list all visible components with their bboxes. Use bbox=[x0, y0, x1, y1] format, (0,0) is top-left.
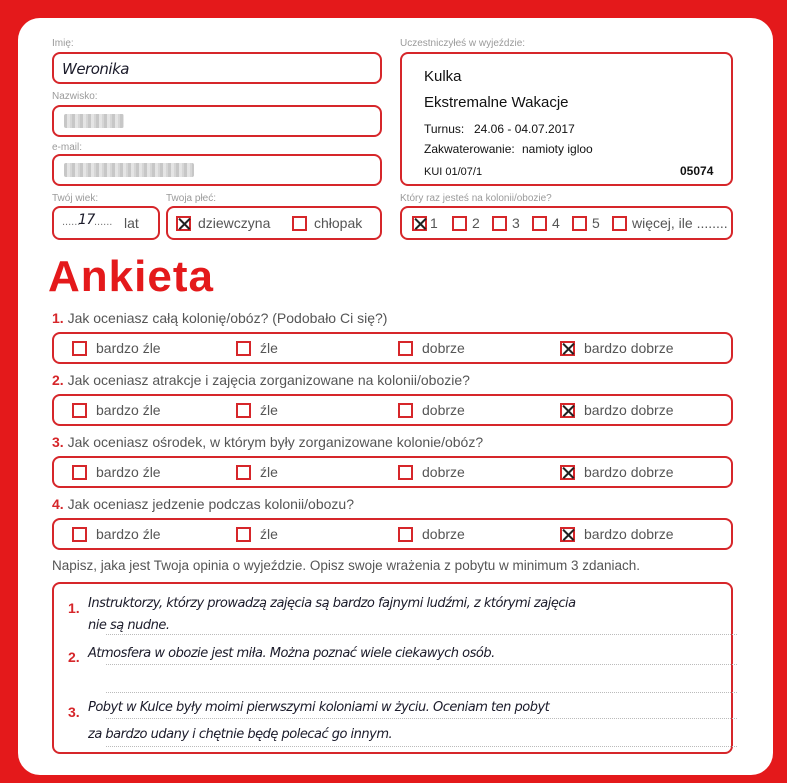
survey-sheet bbox=[18, 18, 773, 775]
ktory-raz-1-label: 1 bbox=[430, 215, 438, 231]
question-2-number: 2. bbox=[52, 372, 64, 388]
ktory-raz-4-checkbox[interactable] bbox=[532, 216, 547, 231]
email-label: e-mail: bbox=[52, 142, 83, 153]
opinion-rule bbox=[106, 634, 737, 635]
question-4-number: 4. bbox=[52, 496, 64, 512]
q4-zle-label: źle bbox=[260, 526, 278, 542]
opinion-line-3: Pobyt w Kulce były moimi pierwszymi koloniami w życiu. Oceniam ten pobyt bbox=[88, 700, 550, 715]
opinion-line-1b: nie są nudne. bbox=[88, 618, 170, 633]
trip-code: KUI 01/07/1 bbox=[424, 166, 483, 178]
plec-label: Twoja płeć: bbox=[166, 193, 217, 204]
wiek-value: 17 bbox=[78, 212, 95, 228]
ktory-raz-3-checkbox[interactable] bbox=[492, 216, 507, 231]
q2-zle-checkbox[interactable] bbox=[236, 403, 251, 418]
question-2-options bbox=[52, 394, 733, 426]
plec-chlopak-checkbox[interactable] bbox=[292, 216, 307, 231]
question-3-text: Jak oceniasz ośrodek, w którym były zorganizowane kolonie/obóz? bbox=[67, 434, 484, 450]
question-3-number: 3. bbox=[52, 434, 64, 450]
trip-number: 05074 bbox=[680, 164, 714, 178]
ktory-raz-2-checkbox[interactable] bbox=[452, 216, 467, 231]
opinion-rule bbox=[106, 746, 737, 747]
opinion-line-2-number: 2. bbox=[68, 649, 80, 665]
q3-zle-checkbox[interactable] bbox=[236, 465, 251, 480]
opinion-rule bbox=[106, 718, 737, 719]
plec-field bbox=[166, 206, 382, 240]
trip-subtitle: Ekstremalne Wakacje bbox=[424, 94, 569, 111]
q3-zle-label: źle bbox=[260, 464, 278, 480]
plec-dziewczyna-label: dziewczyna bbox=[198, 215, 271, 231]
ktory-raz-wiecej-checkbox[interactable] bbox=[612, 216, 627, 231]
opinion-rule bbox=[106, 692, 737, 693]
trip-info-box bbox=[400, 52, 733, 186]
question-1 bbox=[52, 310, 387, 326]
uczestnik-label: Uczestniczyłeś w wyjeździe: bbox=[400, 38, 526, 49]
q3-bardzo-dobrze-checkbox[interactable] bbox=[560, 465, 575, 480]
wiek-dots-left: ...... bbox=[62, 216, 81, 228]
imie-field[interactable] bbox=[52, 52, 382, 84]
q1-zle-checkbox[interactable] bbox=[236, 341, 251, 356]
q3-bardzo-dobrze-label: bardzo dobrze bbox=[584, 464, 674, 480]
ktory-raz-label: Który raz jesteś na kolonii/obozie? bbox=[400, 193, 552, 204]
opinion-prompt: Napisz, jaka jest Twoja opinia o wyjeździe. Opisz swoje wrażenia z pobytu w minimum 3 zdaniach. bbox=[52, 558, 641, 573]
q1-dobrze-checkbox[interactable] bbox=[398, 341, 413, 356]
ktory-raz-5-label: 5 bbox=[592, 215, 600, 231]
imie-value: Weronika bbox=[62, 60, 129, 78]
nazwisko-label: Nazwisko: bbox=[52, 91, 98, 102]
q3-dobrze-checkbox[interactable] bbox=[398, 465, 413, 480]
question-1-number: 1. bbox=[52, 310, 64, 326]
wiek-field[interactable] bbox=[52, 206, 160, 240]
question-4 bbox=[52, 496, 354, 512]
q1-zle-label: źle bbox=[260, 340, 278, 356]
q1-dobrze-label: dobrze bbox=[422, 340, 465, 356]
ktory-raz-5-checkbox[interactable] bbox=[572, 216, 587, 231]
opinion-line-1: Instruktorzy, którzy prowadzą zajęcia są bardzo fajnymi ludźmi, z którymi zajęcia bbox=[88, 596, 576, 611]
q4-bardzo-zle-label: bardzo źle bbox=[96, 526, 161, 542]
plec-chlopak-label: chłopak bbox=[314, 215, 363, 231]
email-field[interactable] bbox=[52, 154, 382, 186]
opinion-line-3-number: 3. bbox=[68, 704, 80, 720]
question-1-text: Jak oceniasz całą kolonię/obóz? (Podobało Ci się?) bbox=[67, 310, 388, 326]
trip-name: Kulka bbox=[424, 68, 462, 85]
wiek-unit: lat bbox=[124, 215, 139, 231]
q2-bardzo-dobrze-checkbox[interactable] bbox=[560, 403, 575, 418]
ktory-raz-3-label: 3 bbox=[512, 215, 520, 231]
q4-zle-checkbox[interactable] bbox=[236, 527, 251, 542]
survey-title: Ankieta bbox=[48, 252, 214, 301]
ktory-raz-2-label: 2 bbox=[472, 215, 480, 231]
q1-bardzo-zle-checkbox[interactable] bbox=[72, 341, 87, 356]
q4-bardzo-zle-checkbox[interactable] bbox=[72, 527, 87, 542]
opinion-line-1-number: 1. bbox=[68, 600, 80, 616]
question-4-options bbox=[52, 518, 733, 550]
question-4-text: Jak oceniasz jedzenie podczas kolonii/obozu? bbox=[67, 496, 354, 512]
q3-bardzo-zle-label: bardzo źle bbox=[96, 464, 161, 480]
q4-dobrze-label: dobrze bbox=[422, 526, 465, 542]
ktory-raz-4-label: 4 bbox=[552, 215, 560, 231]
q3-bardzo-zle-checkbox[interactable] bbox=[72, 465, 87, 480]
opinion-line-3b: za bardzo udany i chętnie będę polecać go innym. bbox=[88, 727, 393, 742]
wiek-dots-right: ...... bbox=[94, 216, 113, 228]
question-2-text: Jak oceniasz atrakcje i zajęcia zorganizowane na kolonii/obozie? bbox=[67, 372, 470, 388]
q2-dobrze-label: dobrze bbox=[422, 402, 465, 418]
opinion-rule bbox=[106, 664, 737, 665]
q2-zle-label: źle bbox=[260, 402, 278, 418]
zakwaterowanie-value: namioty igloo bbox=[522, 142, 593, 156]
question-3 bbox=[52, 434, 483, 450]
q1-bardzo-dobrze-checkbox[interactable] bbox=[560, 341, 575, 356]
email-redacted bbox=[64, 163, 194, 177]
nazwisko-redacted bbox=[64, 114, 124, 128]
q4-dobrze-checkbox[interactable] bbox=[398, 527, 413, 542]
question-1-options bbox=[52, 332, 733, 364]
q1-bardzo-dobrze-label: bardzo dobrze bbox=[584, 340, 674, 356]
plec-dziewczyna-checkbox[interactable] bbox=[176, 216, 191, 231]
opinion-line-2: Atmosfera w obozie jest miła. Można poznać wiele ciekawych osób. bbox=[88, 646, 495, 661]
q3-dobrze-label: dobrze bbox=[422, 464, 465, 480]
ktory-raz-wiecej-label: więcej, ile ........ bbox=[632, 215, 728, 231]
q2-dobrze-checkbox[interactable] bbox=[398, 403, 413, 418]
imie-label: Imię: bbox=[52, 38, 74, 49]
zakwaterowanie-label: Zakwaterowanie: bbox=[424, 142, 515, 156]
q1-bardzo-zle-label: bardzo źle bbox=[96, 340, 161, 356]
q2-bardzo-zle-checkbox[interactable] bbox=[72, 403, 87, 418]
question-2 bbox=[52, 372, 470, 388]
turnus-value: 24.06 - 04.07.2017 bbox=[474, 122, 575, 136]
q4-bardzo-dobrze-label: bardzo dobrze bbox=[584, 526, 674, 542]
ktory-raz-field bbox=[400, 206, 733, 240]
question-3-options bbox=[52, 456, 733, 488]
q2-bardzo-dobrze-label: bardzo dobrze bbox=[584, 402, 674, 418]
turnus-label: Turnus: bbox=[424, 122, 465, 136]
ktory-raz-1-checkbox[interactable] bbox=[412, 216, 427, 231]
q2-bardzo-zle-label: bardzo źle bbox=[96, 402, 161, 418]
q4-bardzo-dobrze-checkbox[interactable] bbox=[560, 527, 575, 542]
nazwisko-field[interactable] bbox=[52, 105, 382, 137]
wiek-label: Twój wiek: bbox=[52, 193, 99, 204]
